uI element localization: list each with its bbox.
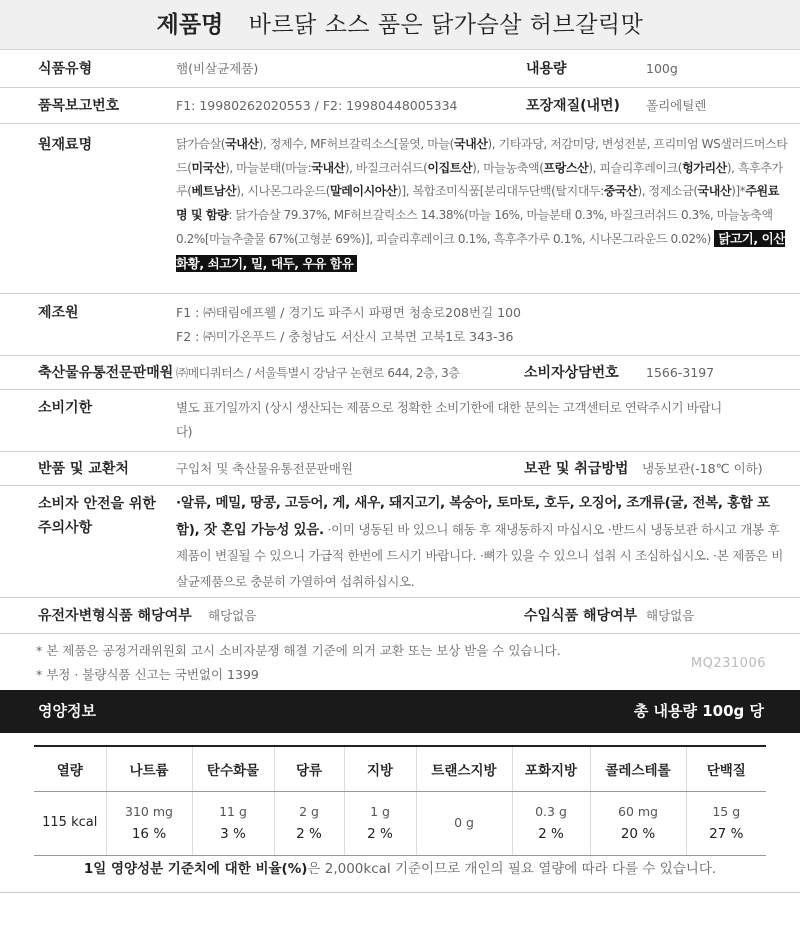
kcal-value: 115 kcal [34, 791, 106, 855]
seller-row [0, 356, 800, 390]
ingredients-label: 원재료명 [38, 137, 93, 153]
returns-label: 반품 및 교환처 [38, 461, 129, 477]
storage-label: 보관 및 취급방법 [524, 461, 629, 477]
imported-value: 해당없음 [646, 608, 695, 623]
seller-label: 축산물유통전문판매원 [38, 365, 174, 381]
nutrient-cell: 310 mg 16 % [106, 791, 192, 855]
gmo-row [0, 598, 800, 634]
report-number-row [0, 88, 800, 124]
allergen-badge: 닭고기, 이산화황, 쇠고기, 밀, 대두, 우유 함유 [176, 231, 785, 271]
food-type-label: 식품유형 [38, 61, 93, 77]
nutrient-header: 콜레스테롤 [590, 746, 686, 791]
returns-value: 구입처 및 축산물유통전문판매원 [176, 461, 353, 476]
nutrient-header: 열량 [34, 746, 106, 791]
seller-value: ㈜메디쿼터스 / 서울특별시 강남구 논현로 644, 2층, 3층 [176, 366, 460, 380]
ingredients-row [0, 124, 800, 294]
returns-row [0, 452, 800, 486]
nutrition-box [0, 733, 800, 893]
manufacturer-label: 제조원 [38, 305, 79, 321]
manufacturer-line-1: F1 : ㈜태림에프웰 / 경기도 파주시 파평면 청송로208번길 100 [176, 305, 521, 320]
nutrition-table [34, 745, 766, 856]
notice-2: * 부정 · 불량식품 신고는 국번없이 1399 [36, 667, 259, 682]
gmo-label: 유전자변형식품 해당여부 [38, 608, 192, 624]
consumer-tel-value: 1566-3197 [646, 365, 715, 380]
gmo-value: 해당없음 [208, 608, 257, 623]
caution-row [0, 486, 800, 598]
product-name-label: 제품명 [156, 12, 224, 38]
nutrition-header [0, 690, 800, 733]
expiry-label: 소비기한 [38, 400, 93, 416]
storage-value: 냉동보관(-18℃ 이하) [642, 461, 763, 476]
nutrient-cell: 0 g [416, 791, 512, 855]
manufacturer-row [0, 294, 800, 356]
nutrient-cell: 1 g 2 % [344, 791, 416, 855]
nutrient-header: 지방 [344, 746, 416, 791]
nutrient-cell: 15 g 27 % [686, 791, 766, 855]
nutrient-header: 탄수화물 [192, 746, 274, 791]
nutrition-value-row [34, 791, 766, 855]
expiry-value: 별도 표기일까지 (상시 생산되는 제품으로 정확한 소비기한에 대한 문의는 고객센터로 연락주시기 바랍니다) [176, 400, 722, 439]
volume-label: 내용량 [526, 61, 567, 77]
product-title-bar [0, 0, 800, 50]
product-name: 바르닭 소스 품은 닭가슴살 허브갈릭맛 [248, 12, 644, 38]
food-type-row [0, 50, 800, 88]
nutrient-header: 나트륨 [106, 746, 192, 791]
packaging-label: 포장재질(내면) [526, 98, 620, 114]
manufacturer-line-2: F2 : ㈜미가온푸드 / 충청남도 서산시 고북면 고북1로 343-36 [176, 329, 514, 344]
consumer-tel-label: 소비자상담번호 [524, 365, 619, 381]
nutrient-header: 단백질 [686, 746, 766, 791]
nutrition-total: 총 내용량 100g 당 [633, 702, 764, 720]
expiry-row [0, 390, 800, 452]
nutrition-footnote: 1일 영양성분 기준치에 대한 비율(%)은 2,000kcal 기준이므로 개인의 필요 열량에 따라 다를 수 있습니다. [83, 861, 717, 877]
nutrition-title: 영양정보 [38, 702, 96, 720]
caution-label: 소비자 안전을 위한 주의사항 [38, 496, 156, 536]
imported-label: 수입식품 해당여부 [524, 608, 638, 624]
caution-text: ·알류, 메밀, 땅콩, 고등어, 게, 새우, 돼지고기, 복숭아, 토마토, 호두, 오징어, 조개류(굴, 전복, 홍합 포함), 잣 혼입 가능성 있음. ·이미 냉동된 바 있으니 해동 후 재냉동하지 마십시오 ·반드시 냉동보관 하시고 개봉 후 제품이 변질될 수 있으니 가급적 한번에 드시기 바랍니다. ·뼈가 있을 수 있으니 섭취 시 조심하십시오. ·본 제품은 비살균제품으로 충분히 가열하여 섭취하십시오. [176, 495, 784, 589]
ingredients-text: 닭가슴살(국내산), 정제수, MF허브갈릭소스[물엿, 마늘(국내산), 기타과당, 저감미당, 변성전분, 프리미엄 WS샐러드머스타드(미국산), 마늘분태(마늘:국내산), 바질크러쉬드(이집트산), 마늘농축액(프랑스산), 피슬리후레이크(헝가리산), 흑후추가루(베트남산), 시나몬그라운드(말레이시아산)], 복합조미식품[분리대두단백(탈지대두:중국산), 정제소금(국내산)]*주원료명 및 함량: 닭가슴살 79.37%, MF허브갈릭소스 14.38%(마늘 16%, 마늘분태 0.3%, 바질크러쉬드 0.3%, 마늘농축액 0.2%[마늘추출물 67%(고형분 69%)], 피슬리후레이크 0.1%, 흑후추가루 0.1%, 시나몬그라운드 0.02%) 닭고기, 이산화황, 쇠고기, 밀, 대두, 우유 함유 [176, 137, 788, 271]
report-number-value: F1: 19980262020553 / F2: 19980448005334 [176, 98, 458, 113]
notice-1: * 본 제품은 공정거래위원회 고시 소비자분쟁 해결 기준에 의거 교환 또는 보상 받을 수 있습니다. [36, 643, 561, 658]
product-code: MQ231006 [690, 656, 766, 671]
packaging-value: 폴리에틸렌 [646, 98, 707, 113]
nutrition-header-row [34, 746, 766, 791]
nutrient-cell: 2 g 2 % [274, 791, 344, 855]
volume-value: 100g [646, 61, 678, 76]
nutrient-cell: 11 g 3 % [192, 791, 274, 855]
nutrient-header: 트랜스지방 [416, 746, 512, 791]
report-number-label: 품목보고번호 [38, 98, 120, 114]
nutrient-cell: 60 mg 20 % [590, 791, 686, 855]
food-type-value: 햄(비살균제품) [176, 61, 259, 76]
nutrient-header: 포화지방 [512, 746, 590, 791]
nutrient-cell: 0.3 g 2 % [512, 791, 590, 855]
nutrient-header: 당류 [274, 746, 344, 791]
